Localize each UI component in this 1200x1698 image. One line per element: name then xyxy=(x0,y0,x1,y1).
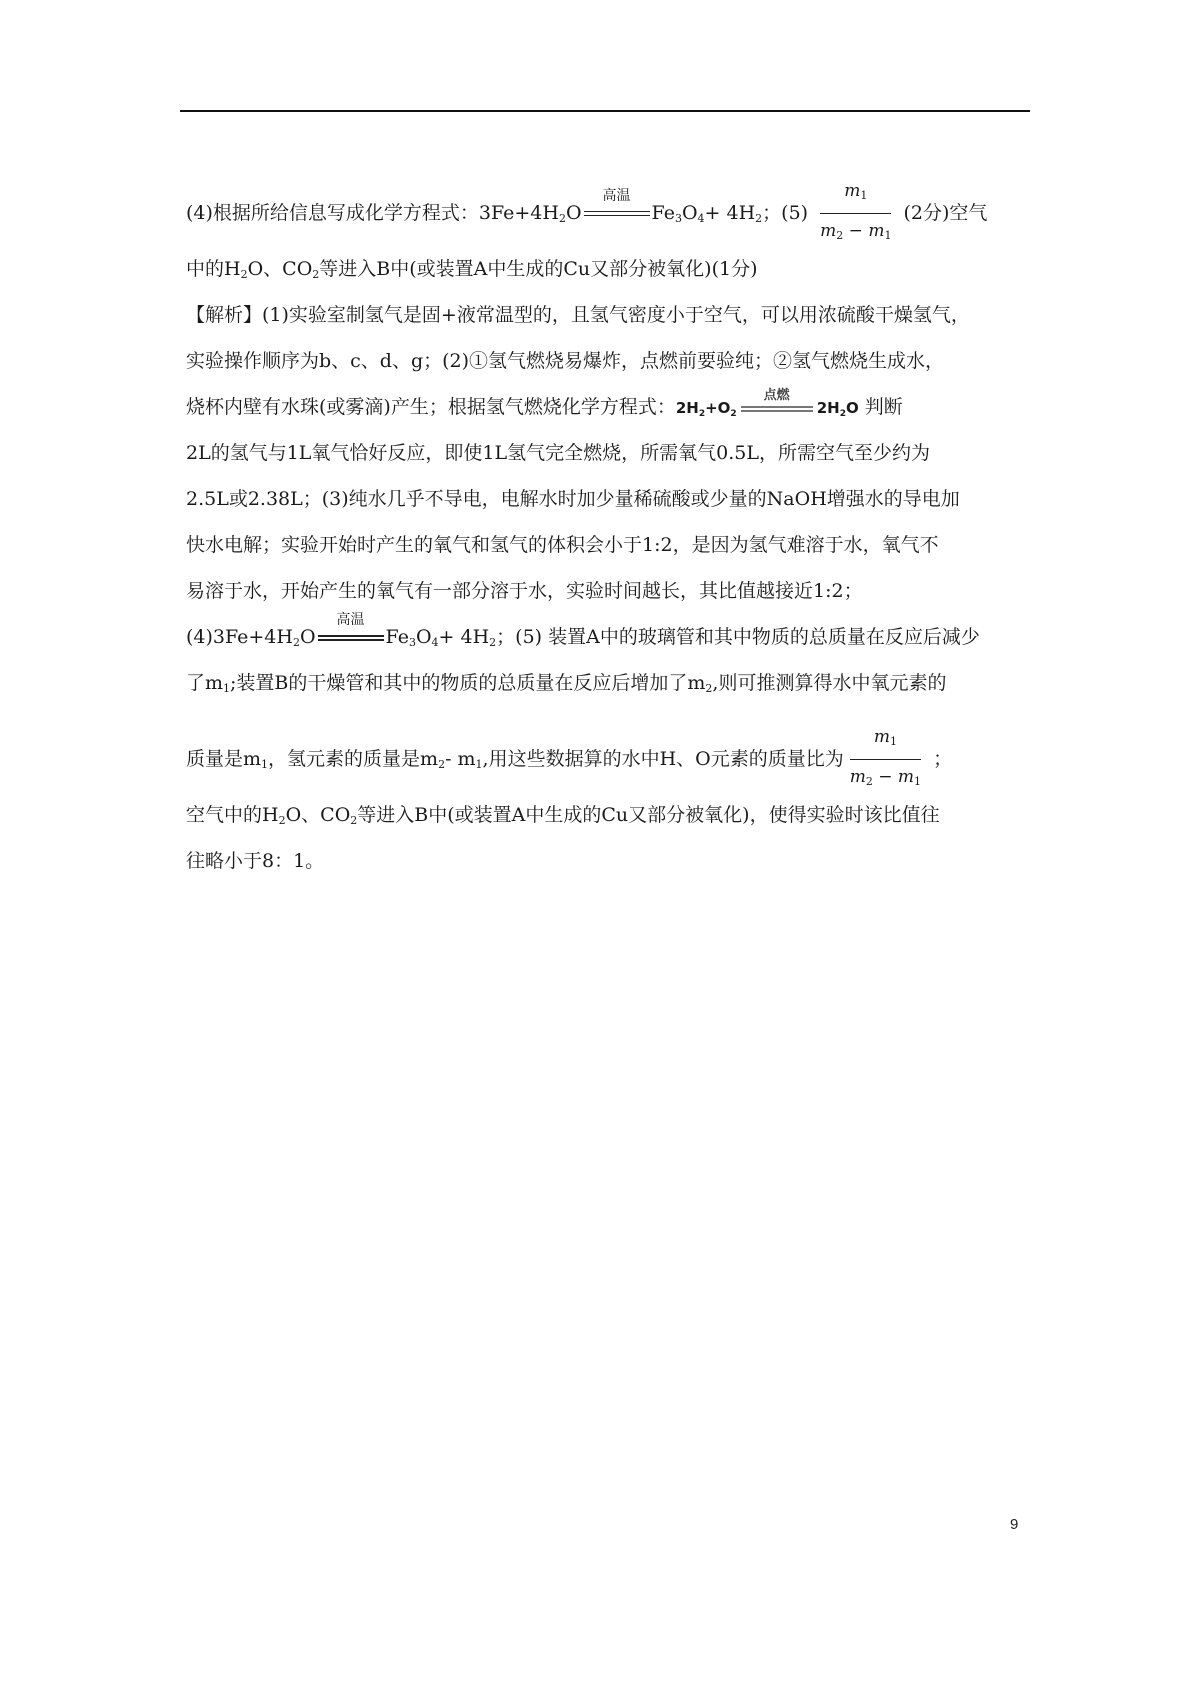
reaction-condition: 高温 xyxy=(602,187,631,204)
analysis-line-11: 空气中的$H_2O$、$CO_2$等进入B中(或装置A中生成的Cu又部分被氧化)，使得实验时该比值往 xyxy=(186,804,940,827)
analysis-line-1: 【解析】(1)实验室制氢气是固+液常温型的，且氢气密度小于空气，可以用浓硫酸干燥氢气， xyxy=(186,304,970,326)
answer-line-1: (4)根据所给信息写成化学方程式：$3Fe+4H_2O$ 高温 $Fe_3O_4+ 4H_2$；(5) $\frac{m1}{m2 - m1}$ (2分)空气 xyxy=(186,160,1031,246)
combustion-equation: $2H_2+O_2$ 点燃 $2H_2O$ xyxy=(675,387,859,419)
analysis-line-10: 质量是$m_1$，氢元素的质量是$m_2-$ $m_1$,用这些数据算的水中H、O元素的质量比为 $\frac{m1}{m2 - m1}$ ； xyxy=(186,706,1031,792)
analysis-line-7: 易溶于水，开始产生的氧气有一部分溶于水，实验时间越长，其比值越接近1:2； xyxy=(186,580,863,602)
answer-line-2: 中的$H_2O$、$CO_2$等进入B中(或装置A中生成的Cu又部分被氧化)(1分) xyxy=(186,258,758,281)
mass-ratio-fraction: $\frac{m1}{m2 - m1}$ xyxy=(820,181,892,242)
analysis-line-2: 实验操作顺序为b、c、d、g；(2)①氢气燃烧易爆炸，点燃前要验纯；②氢气燃烧生成水， xyxy=(186,350,945,372)
analysis-line-9: 了$m_1$;装置B的干燥管和其中的物质的总质量在反应后增加了$m_2$,则可推测算得水中氧元素的 xyxy=(186,672,947,695)
mass-ratio-fraction: $\frac{m1}{m2 - m1}$ xyxy=(849,727,922,788)
page-number: 9 xyxy=(1010,1516,1019,1533)
reaction-arrow: 高温 xyxy=(318,628,384,648)
analysis-line-5: 2.5L或2.38L；(3)纯水几乎不导电，电解水时加少量稀硫酸或少量的NaOH增强水的导电加 xyxy=(186,488,960,510)
analysis-line-12: 往略小于8：1。 xyxy=(186,850,325,872)
ignition-arrow: 点燃 xyxy=(741,400,813,418)
analysis-line-3: 烧杯内壁有水珠(或雾滴)产生；根据氢气燃烧化学方程式：$2H_2+O_2$ 点燃 $2H_2O$ 判断 xyxy=(186,387,903,419)
document-body xyxy=(186,160,1031,884)
analysis-line-6: 快水电解；实验开始时产生的氧气和氢气的体积会小于1:2，是因为氢气难溶于水，氧气不 xyxy=(186,534,939,556)
reaction-arrow xyxy=(584,187,650,224)
analysis-line-4: 2L的氢气与1L氧气恰好反应，即使1L氢气完全燃烧，所需氧气0.5L，所需空气至少约为 xyxy=(186,442,930,464)
header-rule xyxy=(180,110,1030,112)
analysis-line-8: $(4)3Fe+4H_2O$ 高温 $Fe_3O_4+ 4H_2$；(5) 装置A中的玻璃管和其中物质的总质量在反应后减少 xyxy=(186,612,980,649)
